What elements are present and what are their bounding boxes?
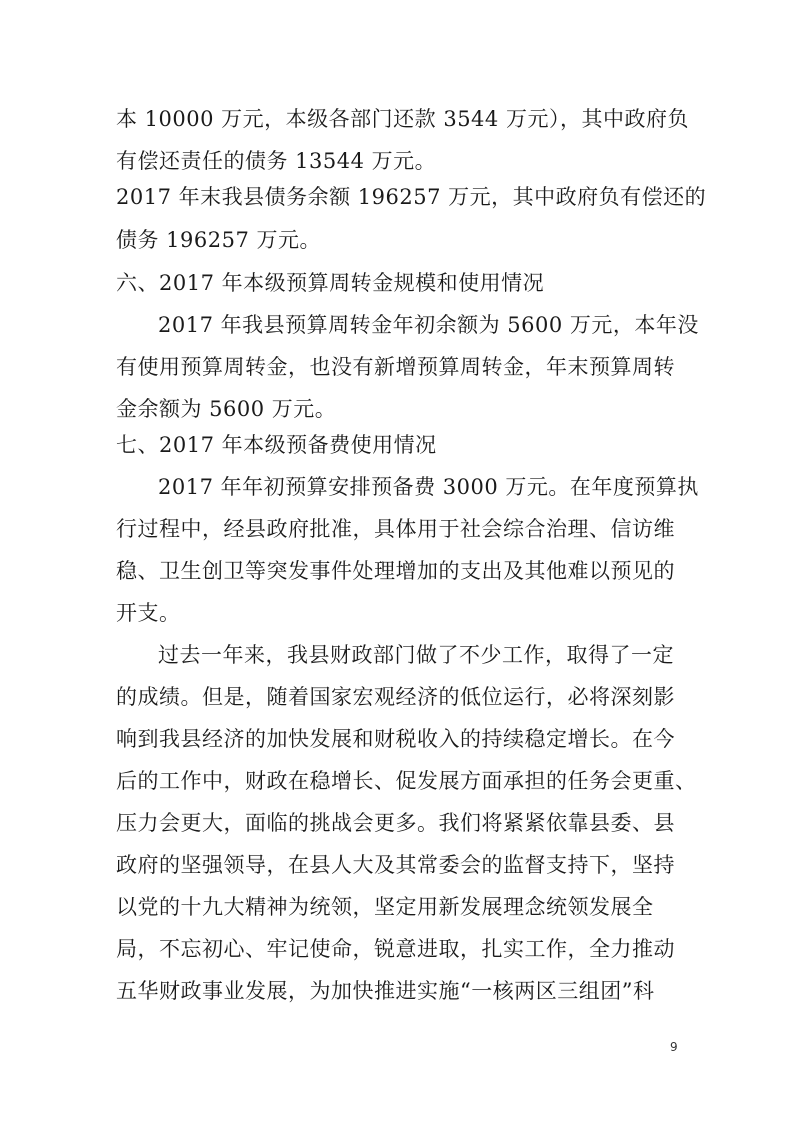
text-line: 开支。: [116, 601, 181, 625]
paragraph-start: 2017 年我县预算周转金年初余额为 5600 万元，本年没: [158, 313, 699, 337]
page-number: 9: [670, 1040, 678, 1054]
text-line: 局，不忘初心、牢记使命，锐意进取，扎实工作，全力推动: [116, 937, 675, 961]
text-line: 稳、卫生创卫等突发事件处理增加的支出及其他难以预见的: [116, 559, 675, 583]
text-line: 五华财政事业发展，为加快推进实施“一核两区三组团”科: [116, 979, 655, 1003]
text-line: 以党的十九大精神为统领，坚定用新发展理念统领发展全: [116, 895, 654, 919]
section-heading: 六、2017 年本级预算周转金规模和使用情况: [116, 271, 545, 295]
text-line: 2017 年末我县债务余额 196257 万元，其中政府负有偿还的: [116, 185, 707, 209]
text-line: 有偿还责任的债务 13544 万元。: [116, 149, 437, 173]
text-line: 债务 196257 万元。: [116, 228, 322, 252]
section-heading: 七、2017 年本级预备费使用情况: [116, 433, 437, 457]
text-line: 行过程中，经县政府批准，具体用于社会综合治理、信访维: [116, 517, 675, 541]
text-line: 本 10000 万元，本级各部门还款 3544 万元），其中政府负: [116, 107, 689, 131]
text-line: 后的工作中，财政在稳增长、促发展方面承担的任务会更重、: [116, 769, 697, 793]
paragraph-start: 2017 年年初预算安排预备费 3000 万元。在年度预算执: [158, 475, 699, 499]
text-line: 响到我县经济的加快发展和财税收入的持续稳定增长。在今: [116, 727, 675, 751]
text-line: 有使用预算周转金，也没有新增预算周转金，年末预算周转: [116, 355, 675, 379]
paragraph-start: 过去一年来，我县财政部门做了不少工作，取得了一定: [158, 643, 674, 667]
text-line: 政府的坚强领导，在县人大及其常委会的监督支持下，坚持: [116, 853, 675, 877]
text-line: 的成绩。但是，随着国家宏观经济的低位运行，必将深刻影: [116, 685, 675, 709]
text-line: 金余额为 5600 万元。: [116, 397, 337, 421]
text-line: 压力会更大，面临的挑战会更多。我们将紧紧依靠县委、县: [116, 811, 675, 835]
